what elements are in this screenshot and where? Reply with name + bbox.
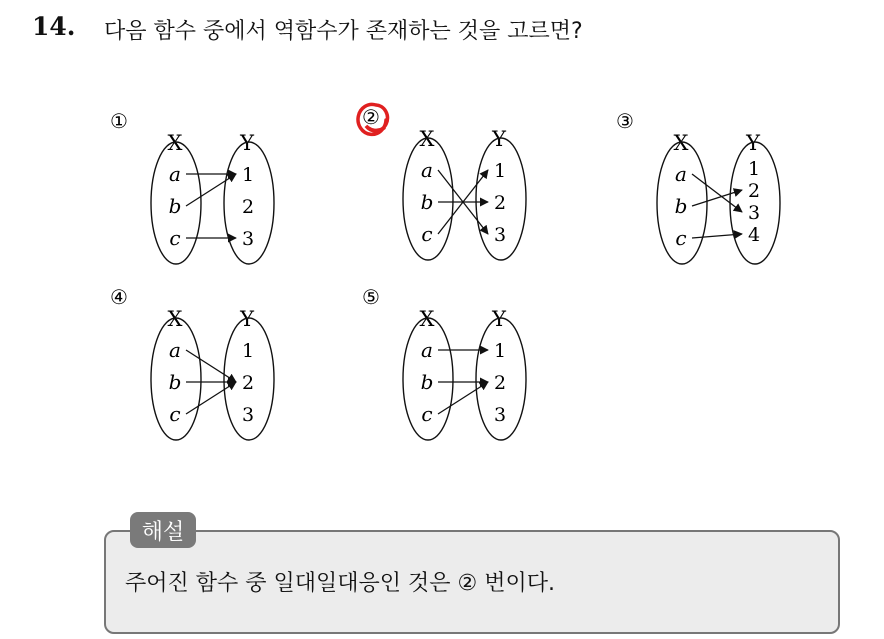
- set-x-label: X: [419, 127, 435, 151]
- domain-element: b: [168, 194, 182, 218]
- codomain-element: 1: [747, 158, 761, 180]
- codomain-element: 3: [493, 224, 507, 246]
- option-label: ⑤: [362, 285, 380, 309]
- set-y-label: Y: [492, 307, 506, 331]
- question-text: 다음 함수 중에서 역함수가 존재하는 것을 고르면?: [104, 19, 583, 44]
- option-label: ③: [616, 109, 634, 133]
- mapping-arrow: [186, 350, 236, 382]
- mapping-arrow: [186, 382, 236, 414]
- question-number: 14.: [32, 12, 76, 41]
- codomain-element: 1: [241, 340, 255, 362]
- mapping-option-4: [110, 285, 274, 440]
- codomain-element: 3: [493, 404, 507, 426]
- codomain-element: 2: [241, 372, 255, 394]
- mapping-option-1: [110, 109, 274, 264]
- domain-element: c: [169, 226, 181, 250]
- domain-element: a: [421, 338, 433, 362]
- codomain-element: 1: [493, 340, 507, 362]
- domain-element: b: [420, 190, 434, 214]
- codomain-element: 3: [747, 202, 761, 224]
- domain-element: a: [675, 162, 687, 186]
- domain-element: c: [675, 226, 687, 250]
- mapping-option-5: [362, 285, 526, 440]
- mapping-option-3: [616, 109, 780, 264]
- domain-element: c: [421, 222, 433, 246]
- set-x-label: X: [419, 307, 435, 331]
- mapping-option-2: [358, 104, 526, 260]
- codomain-element: 2: [241, 196, 255, 218]
- domain-element: a: [169, 338, 181, 362]
- option-label: ④: [110, 285, 128, 309]
- option-label: ②: [362, 105, 380, 129]
- set-x-label: X: [673, 131, 689, 155]
- set-y-label: Y: [492, 127, 506, 151]
- set-y-label: Y: [240, 131, 254, 155]
- domain-element: a: [169, 162, 181, 186]
- mapping-arrow: [186, 174, 236, 206]
- option-label: ①: [110, 109, 128, 133]
- solution-tab: 해설: [130, 512, 196, 548]
- codomain-element: 1: [241, 164, 255, 186]
- domain-element: c: [421, 402, 433, 426]
- codomain-element: 3: [241, 404, 255, 426]
- domain-element: b: [674, 194, 688, 218]
- codomain-element: 2: [493, 192, 507, 214]
- codomain-element: 1: [493, 160, 507, 182]
- set-x-label: X: [167, 131, 183, 155]
- codomain-element: 2: [493, 372, 507, 394]
- codomain-element: 2: [747, 180, 761, 202]
- set-x-label: X: [167, 307, 183, 331]
- set-y-label: Y: [746, 131, 760, 155]
- solution-text: 주어진 함수 중 일대일대응인 것은 ② 번이다.: [125, 571, 555, 596]
- domain-element: b: [168, 370, 182, 394]
- set-y-label: Y: [240, 307, 254, 331]
- domain-element: c: [169, 402, 181, 426]
- codomain-element: 3: [241, 228, 255, 250]
- codomain-element: 4: [747, 224, 761, 246]
- mapping-arrow: [438, 382, 488, 414]
- domain-element: a: [421, 158, 433, 182]
- domain-element: b: [420, 370, 434, 394]
